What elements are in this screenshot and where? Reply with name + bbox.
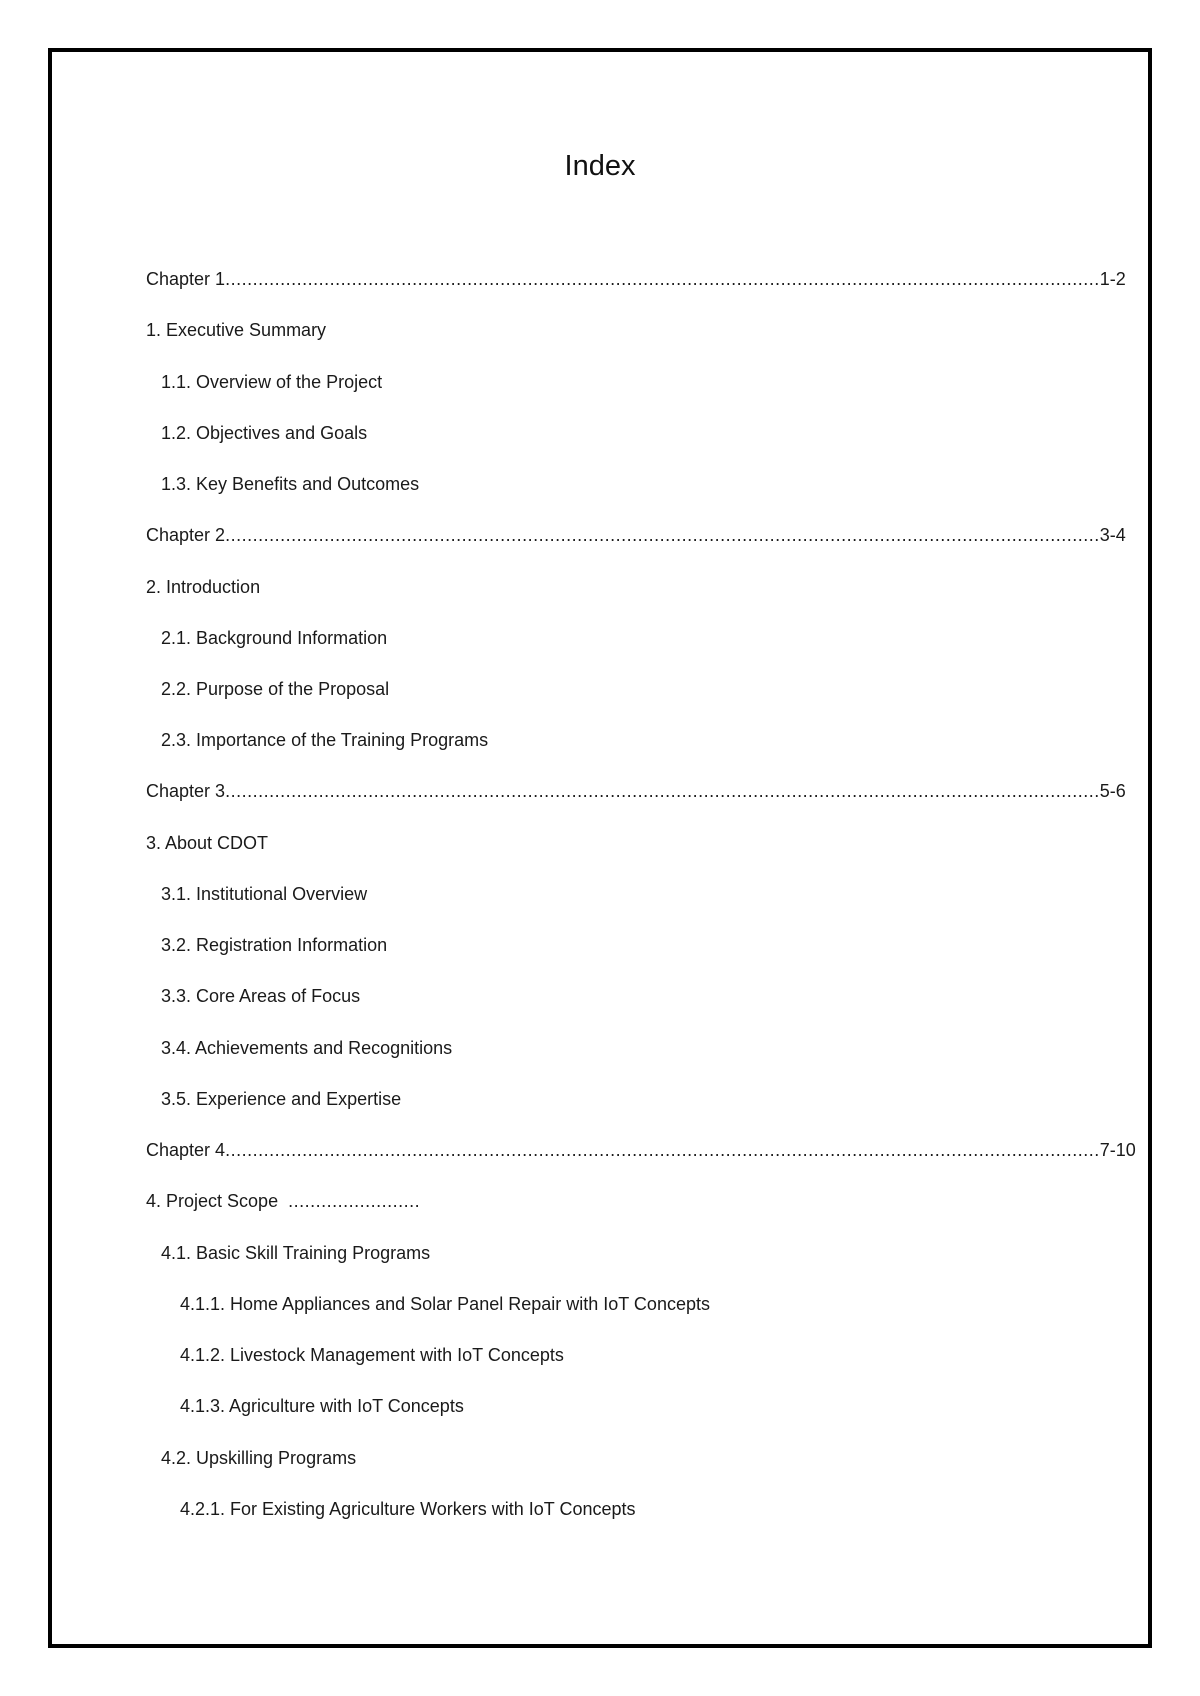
toc-entry[interactable]: 4.2. Upskilling Programs: [161, 1448, 357, 1468]
toc-entry[interactable]: 1.1. Overview of the Project: [161, 372, 383, 392]
toc-entry-label: 4. Project Scope: [146, 1191, 279, 1211]
toc-entry[interactable]: 1.3. Key Benefits and Outcomes: [161, 474, 420, 494]
toc-entry[interactable]: 4.1.2. Livestock Management with IoT Concepts: [180, 1345, 564, 1365]
toc-entry[interactable]: 1. Executive Summary: [146, 320, 327, 340]
toc-entry[interactable]: 3.4. Achievements and Recognitions: [161, 1038, 453, 1058]
leader-dots: ........................: [288, 1191, 421, 1211]
leader-dots: ...............................................................................................................................................................: [225, 1140, 1100, 1160]
toc-entry[interactable]: 3.1. Institutional Overview: [161, 884, 368, 904]
chapter-label: Chapter 1: [146, 269, 226, 289]
toc-entry[interactable]: 3.2. Registration Information: [161, 935, 388, 955]
leader-dots: ...............................................................................................................................................................: [225, 525, 1100, 545]
toc-entry[interactable]: 4.2.1. For Existing Agriculture Workers with IoT Concepts: [180, 1499, 636, 1519]
toc-entry[interactable]: 3.5. Experience and Expertise: [161, 1089, 402, 1109]
toc-chapter-3[interactable]: [146, 778, 1126, 804]
chapter-pages: 3-4: [1099, 525, 1126, 545]
chapter-label: Chapter 3: [146, 781, 226, 801]
toc-entry[interactable]: 1.2. Objectives and Goals: [161, 423, 368, 443]
toc-entry[interactable]: 2.3. Importance of the Training Programs: [161, 730, 489, 750]
chapter-pages: 1-2: [1099, 269, 1126, 289]
page-title: Index: [564, 150, 636, 182]
toc-entry-project-scope[interactable]: [146, 1188, 420, 1214]
toc-chapter-1[interactable]: [146, 266, 1126, 292]
toc-entry[interactable]: 4.1.3. Agriculture with IoT Concepts: [180, 1396, 464, 1416]
chapter-label: Chapter 2: [146, 525, 226, 545]
toc-entry[interactable]: 4.1. Basic Skill Training Programs: [161, 1243, 431, 1263]
toc-chapter-2[interactable]: [146, 522, 1126, 548]
chapter-label: Chapter 4: [146, 1140, 226, 1160]
toc-entry[interactable]: 3.3. Core Areas of Focus: [161, 986, 361, 1006]
toc-entry[interactable]: 3. About CDOT: [146, 833, 269, 853]
chapter-pages: 5-6: [1099, 781, 1126, 801]
toc-entry[interactable]: 4.1.1. Home Appliances and Solar Panel Repair with IoT Concepts: [180, 1294, 710, 1314]
leader-dots: ...............................................................................................................................................................: [225, 269, 1100, 289]
toc-entry[interactable]: 2. Introduction: [146, 577, 261, 597]
toc-entry[interactable]: 2.1. Background Information: [161, 628, 388, 648]
toc-chapter-4[interactable]: [146, 1137, 1136, 1163]
toc-entry[interactable]: 2.2. Purpose of the Proposal: [161, 679, 390, 699]
leader-dots: ...............................................................................................................................................................: [225, 781, 1100, 801]
chapter-pages: 7-10: [1099, 1140, 1136, 1160]
